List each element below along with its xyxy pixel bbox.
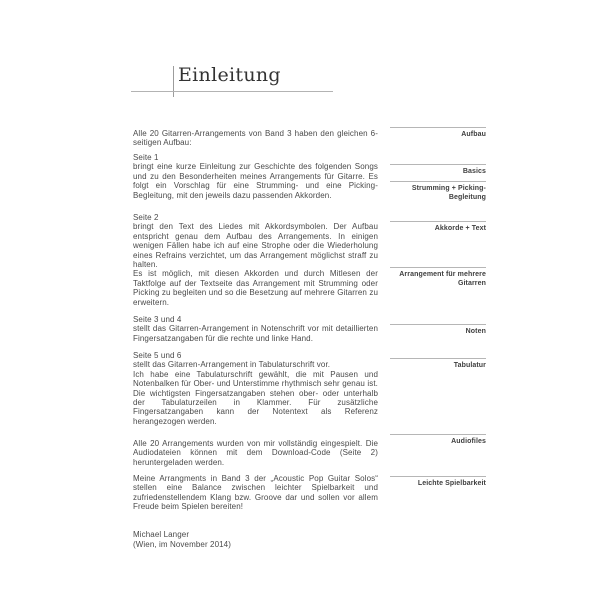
intro-paragraph: Alle 20 Gitarren-Arrangements von Band 3 haben den gleichen 6-seitigen Aufbau: — [133, 129, 378, 148]
sidebar-label-akkorde-text: Akkorde + Text — [390, 221, 486, 233]
signature-block — [133, 530, 378, 549]
section-seite-3-4 — [133, 315, 378, 343]
paragraph: stellt das Gitarren-Arrangement in Notenschrift vor mit detaillierten Fingersatzangaben für die rechte und linke Hand. — [133, 324, 378, 343]
section-heading-seite-5-6: Seite 5 und 6 — [133, 351, 182, 360]
section-seite-2 — [133, 213, 378, 307]
paragraph: Es ist möglich, mit diesen Akkorden und durch Mitlesen der Taktfolge auf der Textseite das Arrangement mit Strumming oder Picking zu begleiten und so die Besetzung auf mehrere Gitarren zu erweitern. — [133, 269, 378, 307]
closing-paragraph-audiofiles — [133, 439, 378, 467]
section-heading-seite-3-4: Seite 3 und 4 — [133, 315, 182, 324]
signature-name: Michael Langer — [133, 530, 190, 539]
sidebar-label-leichte-spielbarkeit: Leichte Spielbarkeit — [390, 476, 486, 488]
section-seite-5-6 — [133, 351, 378, 426]
sidebar-label-arrangement-mehrere-gitarren: Arrangement für mehrere Gitarren — [390, 267, 486, 288]
paragraph: Meine Arrangments in Band 3 der „Acoustic Pop Guitar Solos“ stellen eine Balance zwischen leichter Spielbarkeit und zufriedenstellendem Klang bzw. Groove dar und sollen vor allem Freude beim Spielen bereiten! — [133, 474, 378, 512]
sidebar-label-strumming-picking-begleitung: Strumming + Picking-Begleitung — [390, 181, 486, 202]
section-heading-seite-2: Seite 2 — [133, 213, 159, 222]
paragraph: Ich habe eine Tabulaturschrift gewählt, die mit Pausen und Notenbalken für Ober- und Unterstimme rhythmisch sehr genau ist. Die wichtigsten Fingersatzangaben stehen ober- oder unterhalb der Tabulaturzeilen in Klammer. Für zusätzliche Fingersatzangaben kann der Notentext als Referenz herangezogen werden. — [133, 369, 378, 426]
section-heading-seite-1: Seite 1 — [133, 153, 159, 162]
sidebar-label-tabulatur: Tabulatur — [390, 358, 486, 370]
sidebar-label-aufbau: Aufbau — [390, 127, 486, 139]
page-title: Einleitung — [178, 64, 281, 86]
signature-place-date: (Wien, im November 2014) — [133, 539, 231, 549]
title-vertical-rule — [173, 66, 174, 97]
paragraph: bringt eine kurze Einleitung zur Geschichte des folgenden Songs und zu den Besonderheiten meines Arrangements für Gitarre. Es folgt ein Vorschlag für eine Strumming- und eine Picking-Begleitung, mit den jeweils dazu passenden Akkorden. — [133, 162, 378, 200]
closing-paragraph-balance — [133, 474, 378, 512]
sidebar-label-basics: Basics — [390, 164, 486, 176]
paragraph: stellt das Gitarren-Arrangement in Tabulaturschrift vor. — [133, 360, 331, 370]
paragraph: Alle 20 Arrangements wurden von mir vollständig eingespielt. Die Audiodateien können mit dem Download-Code (Seite 2) heruntergeladen werden. — [133, 439, 378, 467]
section-seite-1 — [133, 153, 378, 200]
title-horizontal-rule — [131, 91, 333, 92]
paragraph: bringt den Text des Liedes mit Akkordsymbolen. Der Aufbau entspricht genau dem Aufbau des Arrangements. In einigen wenigen Fällen habe ich auf eine Strophe oder die Wiederholung eines Refrains verzichtet, um das Arrangement möglichst straff zu halten. — [133, 222, 378, 270]
sidebar-label-noten: Noten — [390, 324, 486, 336]
intro-paragraph-block — [133, 129, 378, 148]
sidebar-label-audiofiles: Audiofiles — [390, 434, 486, 446]
